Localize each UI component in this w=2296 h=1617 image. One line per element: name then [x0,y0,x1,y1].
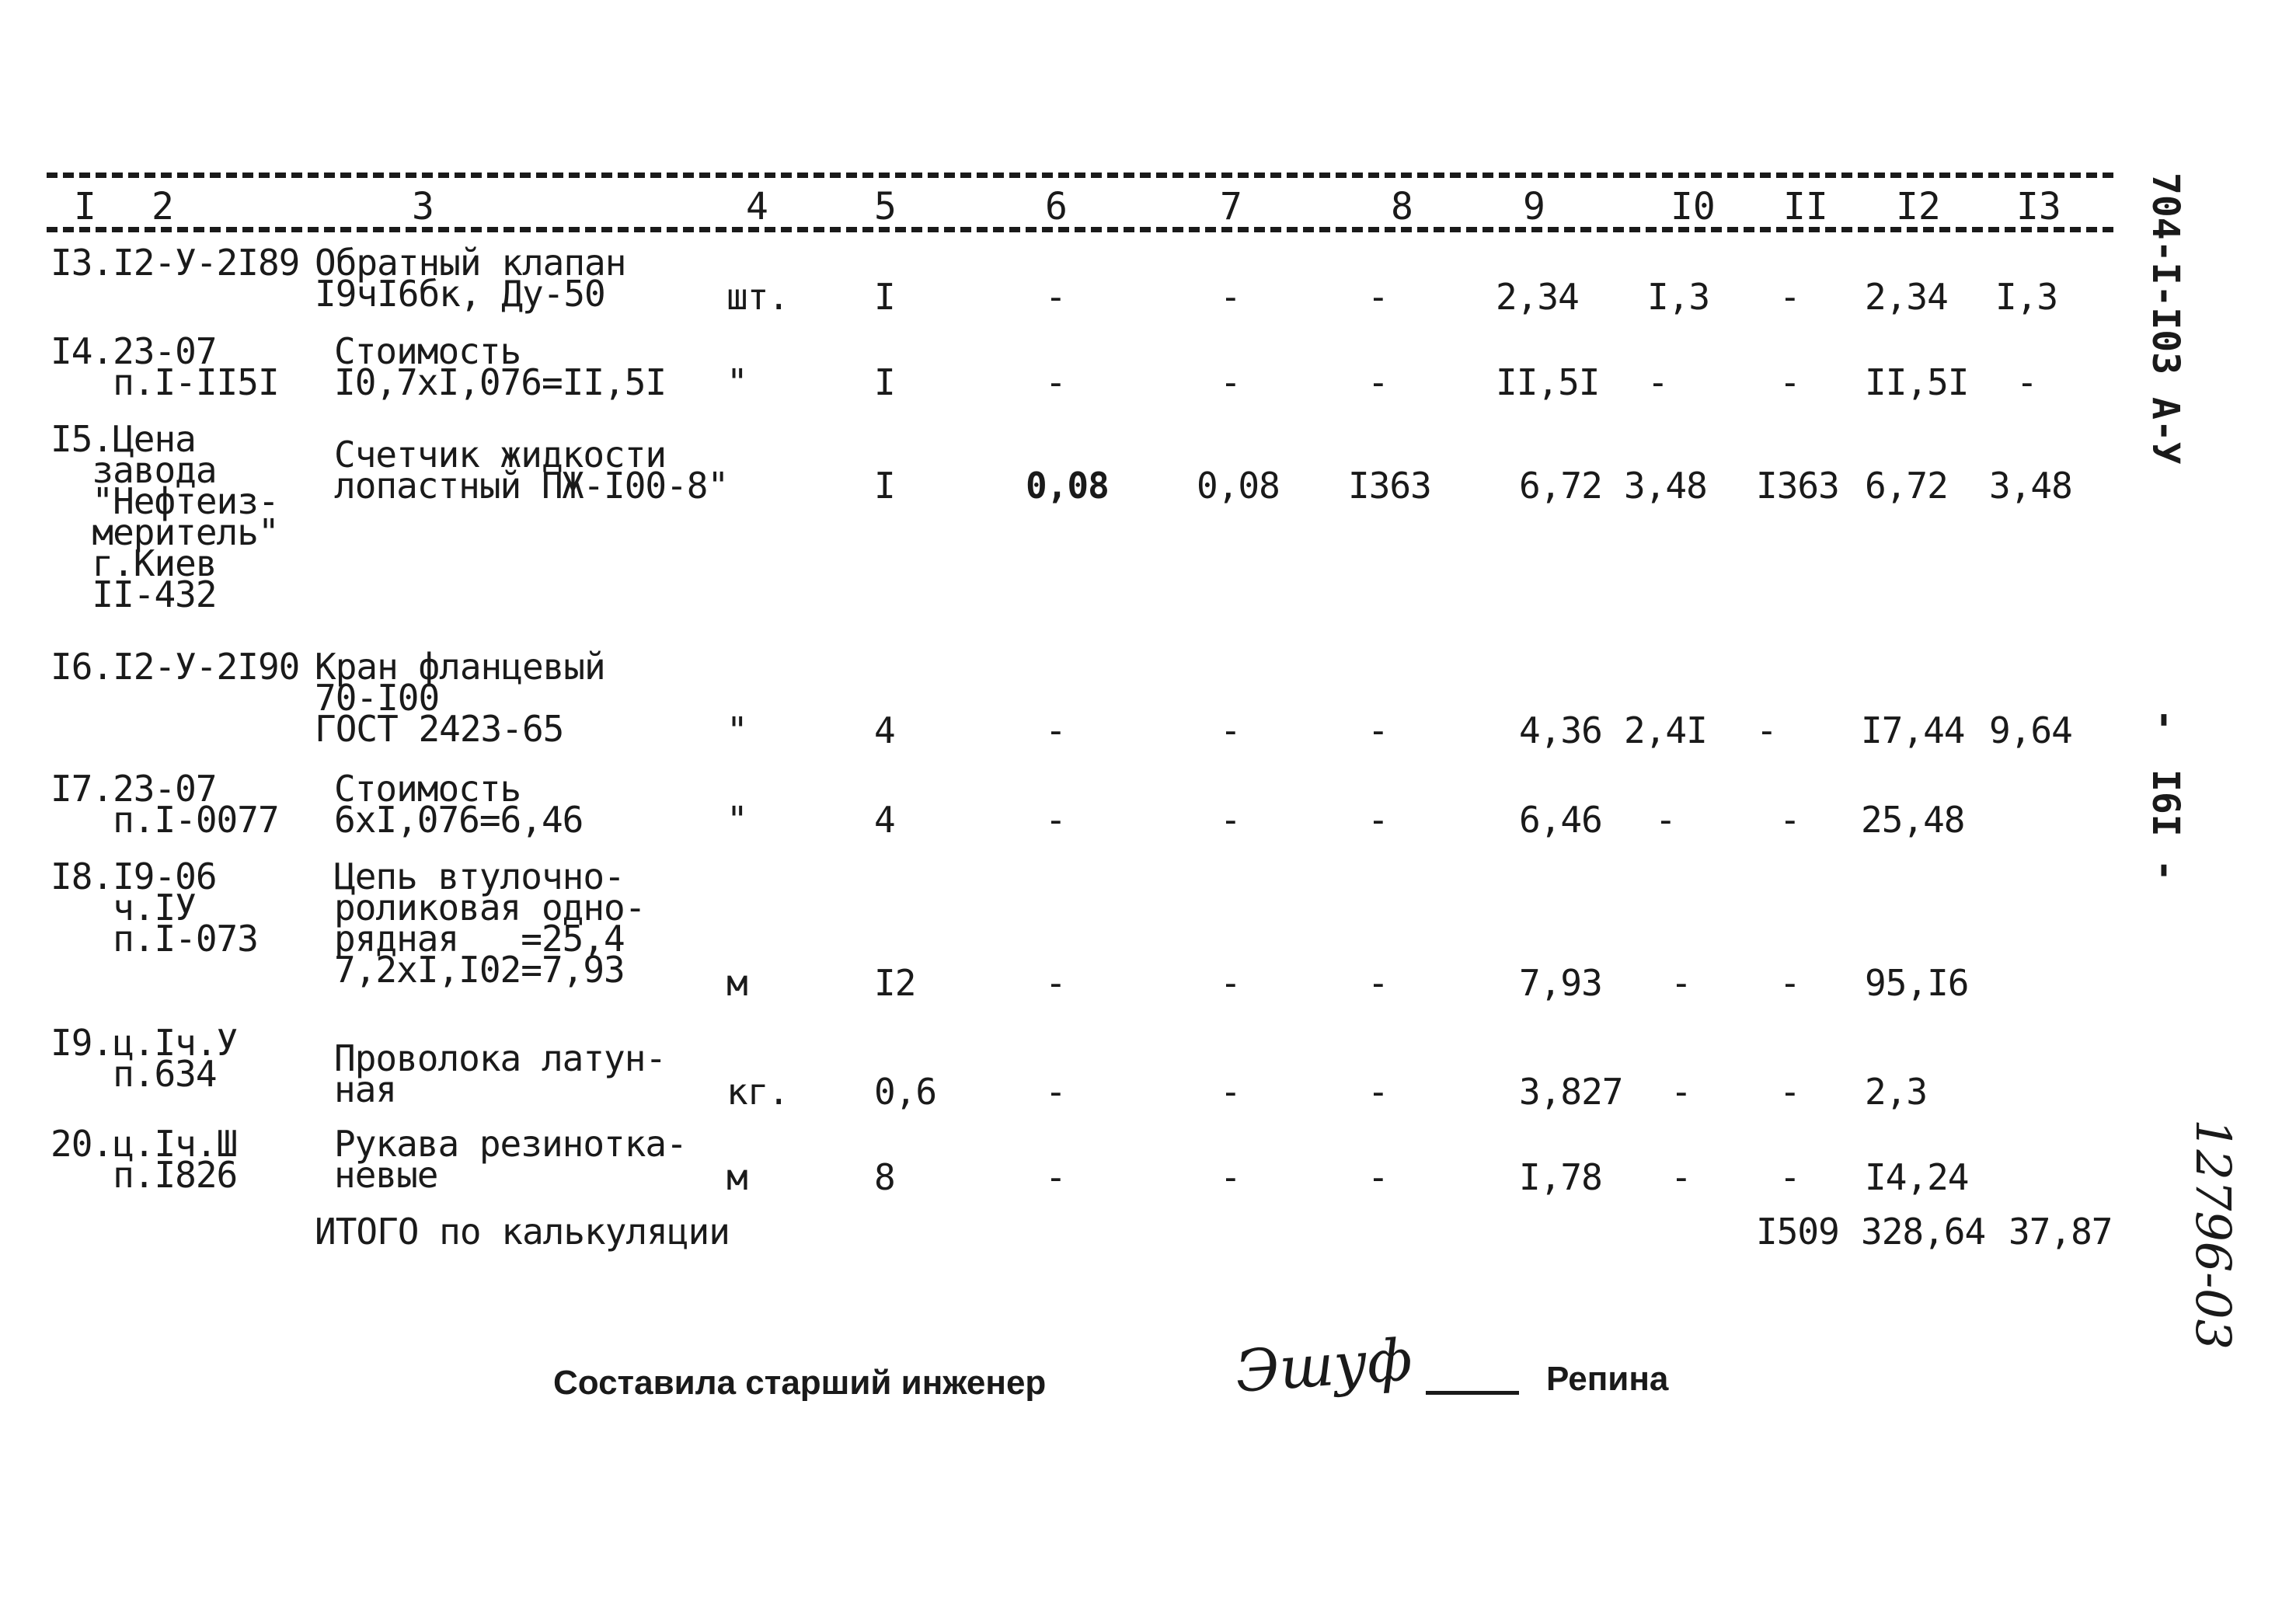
col-13: - [2016,361,2037,403]
item-name: Стоимость I0,7хI,076=II,5I [334,330,667,403]
col-9: 3,827 [1519,1071,1623,1113]
unit: кг. [726,1071,789,1113]
signature-line [1426,1391,1519,1395]
header-top-rule [47,173,2113,178]
col-header: I [74,185,96,228]
col-6: - [1045,1156,1066,1198]
col-10: 3,48 [1624,465,1707,507]
col-8: - [1367,361,1388,403]
quantity: 4 [874,799,895,841]
col-header: 9 [1523,185,1545,228]
item-name: Кран фланцевый 70-I00 ГОСТ 2423-65 [315,646,605,750]
col-9: I,78 [1519,1156,1602,1198]
col-7: - [1220,276,1241,318]
col-6: - [1045,276,1066,318]
col-12: I7,44 [1861,709,1965,751]
item-name: Обратный клапан I9чI6бк, Ду-50 [315,242,626,315]
col-header: 2 [152,185,174,228]
col-11: - [1779,1156,1800,1198]
col-7: - [1220,799,1241,841]
quantity: 4 [874,709,895,751]
col-header: I0 [1671,185,1716,228]
quantity: I [874,361,895,403]
col-header: 4 [746,185,768,228]
col-11: - [1779,1071,1800,1113]
col-header: I2 [1896,185,1941,228]
col-10: - [1671,1156,1692,1198]
col-10: - [1647,361,1668,403]
unit: " [726,709,747,751]
col-8: - [1367,799,1388,841]
ref-code: I8.I9-06 ч.IУ п.I-073 [51,856,258,960]
ref-code: I3.I2-У-2I89 [51,242,300,284]
col-6: - [1045,361,1066,403]
total-col-13: 37,87 [2009,1211,2113,1253]
signer-name: Репина [1546,1360,1669,1398]
col-9: II,5I [1496,361,1600,403]
ref-code: I7.23-07 п.I-0077 [51,768,279,841]
ref-code: I6.I2-У-2I90 [51,646,300,688]
margin-dash: - [2144,709,2187,731]
col-10: - [1655,799,1676,841]
col-11: I363 [1756,465,1839,507]
col-9: 7,93 [1519,962,1602,1004]
col-6: - [1045,1071,1066,1113]
col-12: 6,72 [1865,465,1948,507]
col-6: - [1045,799,1066,841]
col-7: - [1220,361,1241,403]
item-name: Цепь втулочно- роликовая одно- рядная =25,4 7,2хI,I02=7,93 [334,856,646,991]
col-8: - [1367,1071,1388,1113]
col-header: 5 [874,185,897,228]
col-11: - [1779,962,1800,1004]
col-6: 0,08 [1026,465,1109,507]
col-12: I4,24 [1865,1156,1969,1198]
col-10: - [1671,1071,1692,1113]
compiled-by-label: Составила старший инженер [553,1364,1047,1402]
col-11: - [1779,361,1800,403]
col-7: 0,08 [1197,465,1280,507]
signature: Эшуф [1233,1326,1415,1406]
quantity: 8 [874,1156,895,1198]
col-10: 2,4I [1624,709,1707,751]
quantity: I2 [874,962,916,1004]
col-7: - [1220,1071,1241,1113]
col-header: 7 [1220,185,1242,228]
col-8: - [1367,1156,1388,1198]
col-8: - [1367,276,1388,318]
quantity: I [874,465,895,507]
col-11: - [1779,276,1800,318]
col-11: - [1756,709,1777,751]
quantity: 0,6 [874,1071,937,1113]
document-code: 704-I-I03 А-У [2144,173,2187,465]
item-name: Проволока латун- ная [334,1037,667,1110]
col-12: 25,48 [1861,799,1965,841]
col-7: - [1220,1156,1241,1198]
col-header: II [1783,185,1828,228]
col-12: 2,34 [1865,276,1948,318]
col-10: - [1671,962,1692,1004]
ref-code: I4.23-07 п.I-II5I [51,330,279,403]
unit: " [726,361,747,403]
item-name: Счетчик жидкости лопастный ПЖ-I00-8" [334,434,729,507]
total-col-12: 328,64 [1861,1211,1986,1253]
col-12: 2,3 [1865,1071,1928,1113]
col-9: 2,34 [1496,276,1579,318]
col-9: 6,46 [1519,799,1602,841]
ref-code: I5.Цена завода "Нефтеиз- меритель" г.Киев II-432 [51,418,279,615]
col-header: 6 [1045,185,1068,228]
col-header: 8 [1391,185,1413,228]
quantity: I [874,276,895,318]
item-name: Стоимость 6хI,076=6,46 [334,768,584,841]
col-7: - [1220,709,1241,751]
col-6: - [1045,962,1066,1004]
col-6: - [1045,709,1066,751]
col-13: 3,48 [1989,465,2072,507]
unit: м [726,1156,747,1198]
col-13: I,3 [1995,276,2058,318]
col-9: 6,72 [1519,465,1602,507]
col-header: 3 [412,185,434,228]
col-7: - [1220,962,1241,1004]
col-8: - [1367,962,1388,1004]
col-8: I363 [1348,465,1431,507]
archive-stamp: 12796-03 [2185,1119,2242,1350]
col-13: 9,64 [1989,709,2072,751]
page-number: I6I - [2144,769,2187,882]
unit: м [726,962,747,1004]
col-12: 95,I6 [1865,962,1969,1004]
col-11: - [1779,799,1800,841]
col-12: II,5I [1865,361,1969,403]
col-10: I,3 [1647,276,1710,318]
item-name: Рукава резинотка- невые [334,1123,687,1196]
unit: шт. [726,276,789,318]
ref-code: 20.ц.Iч.Ш п.I826 [51,1123,238,1196]
ref-code: I9.ц.Iч.У п.634 [51,1022,238,1095]
unit: " [726,799,747,841]
total-col-11: I509 [1756,1211,1839,1253]
total-label: ИТОГО по калькуляции [315,1211,730,1253]
col-9: 4,36 [1519,709,1602,751]
col-8: - [1367,709,1388,751]
col-header: I3 [2016,185,2061,228]
